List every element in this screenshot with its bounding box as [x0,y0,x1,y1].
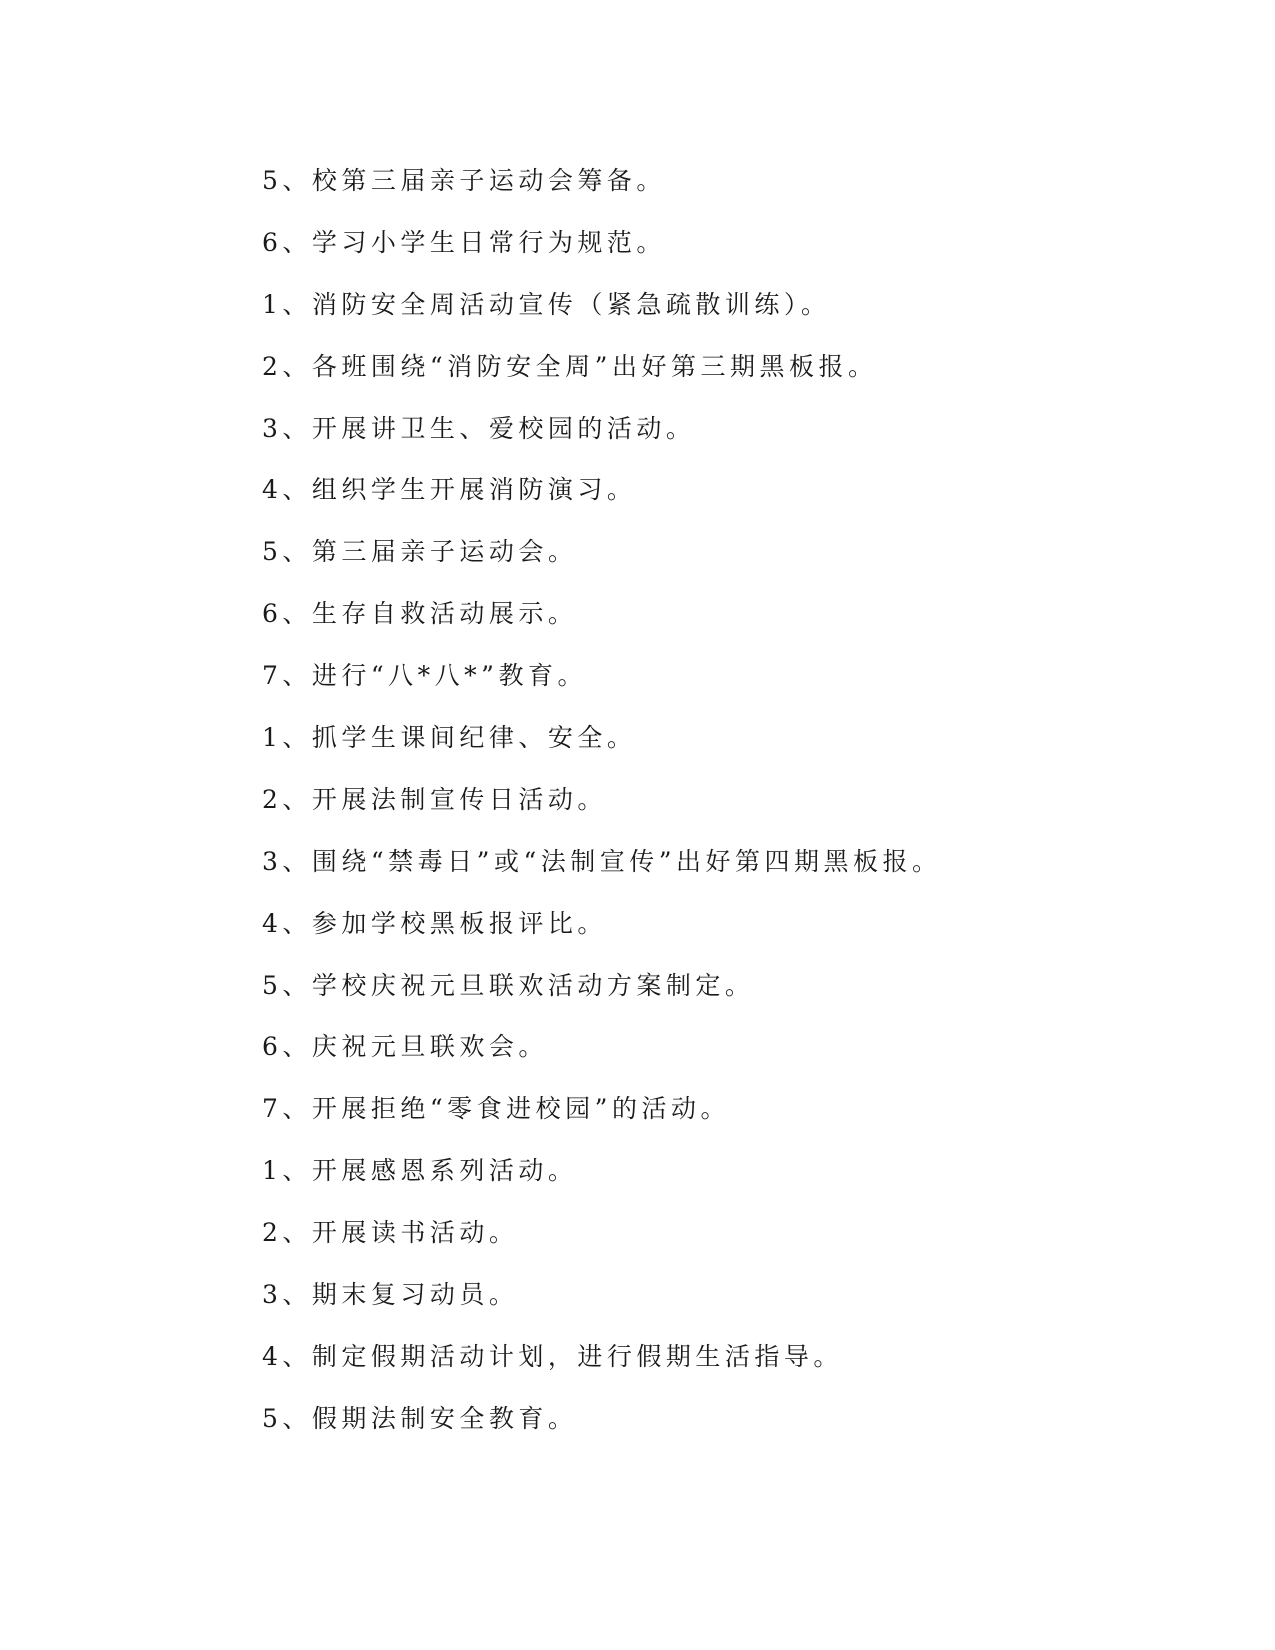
list-item: 7、开展拒绝“零食进校园”的活动。 [262,1094,730,1124]
list-item: 2、开展法制宣传日活动。 [262,784,607,814]
list-item: 1、抓学生课间纪律、安全。 [262,723,637,753]
list-item: 5、学校庆祝元旦联欢活动方案制定。 [262,970,755,1000]
list-item: 3、开展讲卫生、爱校园的活动。 [262,413,696,443]
list-item: 6、庆祝元旦联欢会。 [262,1032,548,1062]
list-item: 2、各班围绕“消防安全周”出好第三期黑板报。 [262,351,878,381]
list-item: 2、开展读书活动。 [262,1218,519,1248]
list-item: 5、第三届亲子运动会。 [262,537,578,567]
list-item: 7、进行“八*八*”教育。 [262,661,587,691]
list-item: 6、生存自救活动展示。 [262,599,578,629]
list-item: 1、开展感恩系列活动。 [262,1156,578,1186]
list-item: 4、制定假期活动计划，进行假期生活指导。 [262,1341,843,1371]
list-item: 4、参加学校黑板报评比。 [262,908,607,938]
list-item: 3、围绕“禁毒日”或“法制宣传”出好第四期黑板报。 [262,846,942,876]
list-item: 1、消防安全周活动宣传（紧急疏散训练）。 [262,289,831,319]
list-item: 5、校第三届亲子运动会筹备。 [262,166,666,195]
list-item: 6、学习小学生日常行为规范。 [262,227,666,257]
list-item: 5、假期法制安全教育。 [262,1403,578,1433]
list-item: 4、组织学生开展消防演习。 [262,475,637,505]
activity-list [262,166,942,1466]
list-item: 3、期末复习动员。 [262,1280,519,1310]
